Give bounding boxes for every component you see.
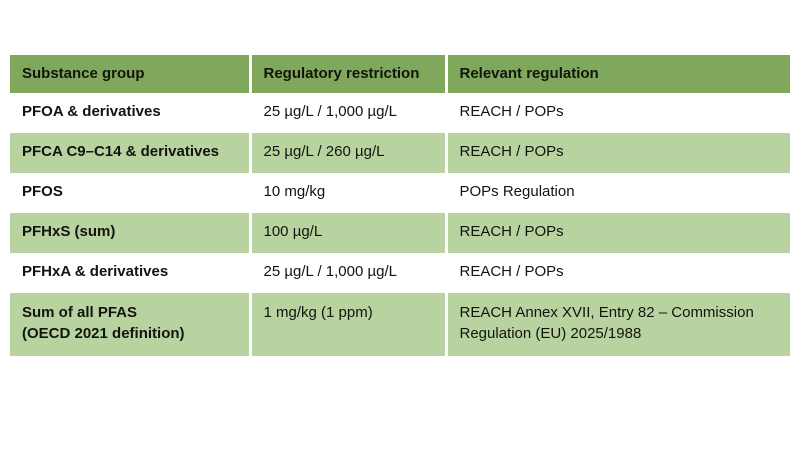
pfas-restrictions-table — [10, 55, 790, 356]
pfas-restrictions-table-container — [10, 55, 790, 356]
table-row — [10, 253, 790, 293]
cell-relevant-regulation-line2: Regulation (EU) 2025/1988 — [459, 324, 642, 342]
table-row — [10, 173, 790, 213]
table-body — [10, 93, 790, 356]
table-row — [10, 133, 790, 173]
cell-substance-group-line1: Sum of all PFAS — [22, 304, 138, 322]
cell-regulatory-restriction: 25 µg/L / 1,000 µg/L — [250, 93, 446, 133]
table-row — [10, 93, 790, 133]
cell-relevant-regulation: REACH / POPs — [446, 93, 790, 133]
column-header-substance-group: Substance group — [10, 55, 250, 93]
table-header-row — [10, 55, 790, 93]
cell-regulatory-restriction: 25 µg/L / 1,000 µg/L — [250, 253, 446, 293]
cell-substance-group: PFOA & derivatives — [10, 93, 250, 133]
cell-relevant-regulation: POPs Regulation — [446, 173, 790, 213]
cell-regulatory-restriction: 100 µg/L — [250, 213, 446, 253]
cell-relevant-regulation: REACH / POPs — [446, 213, 790, 253]
cell-substance-group: PFHxS (sum) — [10, 213, 250, 253]
cell-regulatory-restriction: 25 µg/L / 260 µg/L — [250, 133, 446, 173]
cell-substance-group: PFCA C9–C14 & derivatives — [10, 133, 250, 173]
cell-relevant-regulation-line1: REACH Annex XVII, Entry 82 – Commission — [459, 304, 754, 322]
cell-substance-group — [10, 293, 250, 356]
table-header — [10, 55, 790, 93]
cell-substance-group: PFOS — [10, 173, 250, 213]
cell-relevant-regulation — [446, 293, 790, 356]
column-header-regulatory-restriction: Regulatory restriction — [250, 55, 446, 93]
table-row — [10, 293, 790, 356]
column-header-relevant-regulation: Relevant regulation — [446, 55, 790, 93]
cell-regulatory-restriction: 1 mg/kg (1 ppm) — [250, 293, 446, 356]
cell-substance-group-line2: (OECD 2021 definition) — [22, 324, 185, 342]
table-row — [10, 213, 790, 253]
cell-relevant-regulation: REACH / POPs — [446, 253, 790, 293]
cell-substance-group: PFHxA & derivatives — [10, 253, 250, 293]
cell-relevant-regulation: REACH / POPs — [446, 133, 790, 173]
cell-regulatory-restriction: 10 mg/kg — [250, 173, 446, 213]
